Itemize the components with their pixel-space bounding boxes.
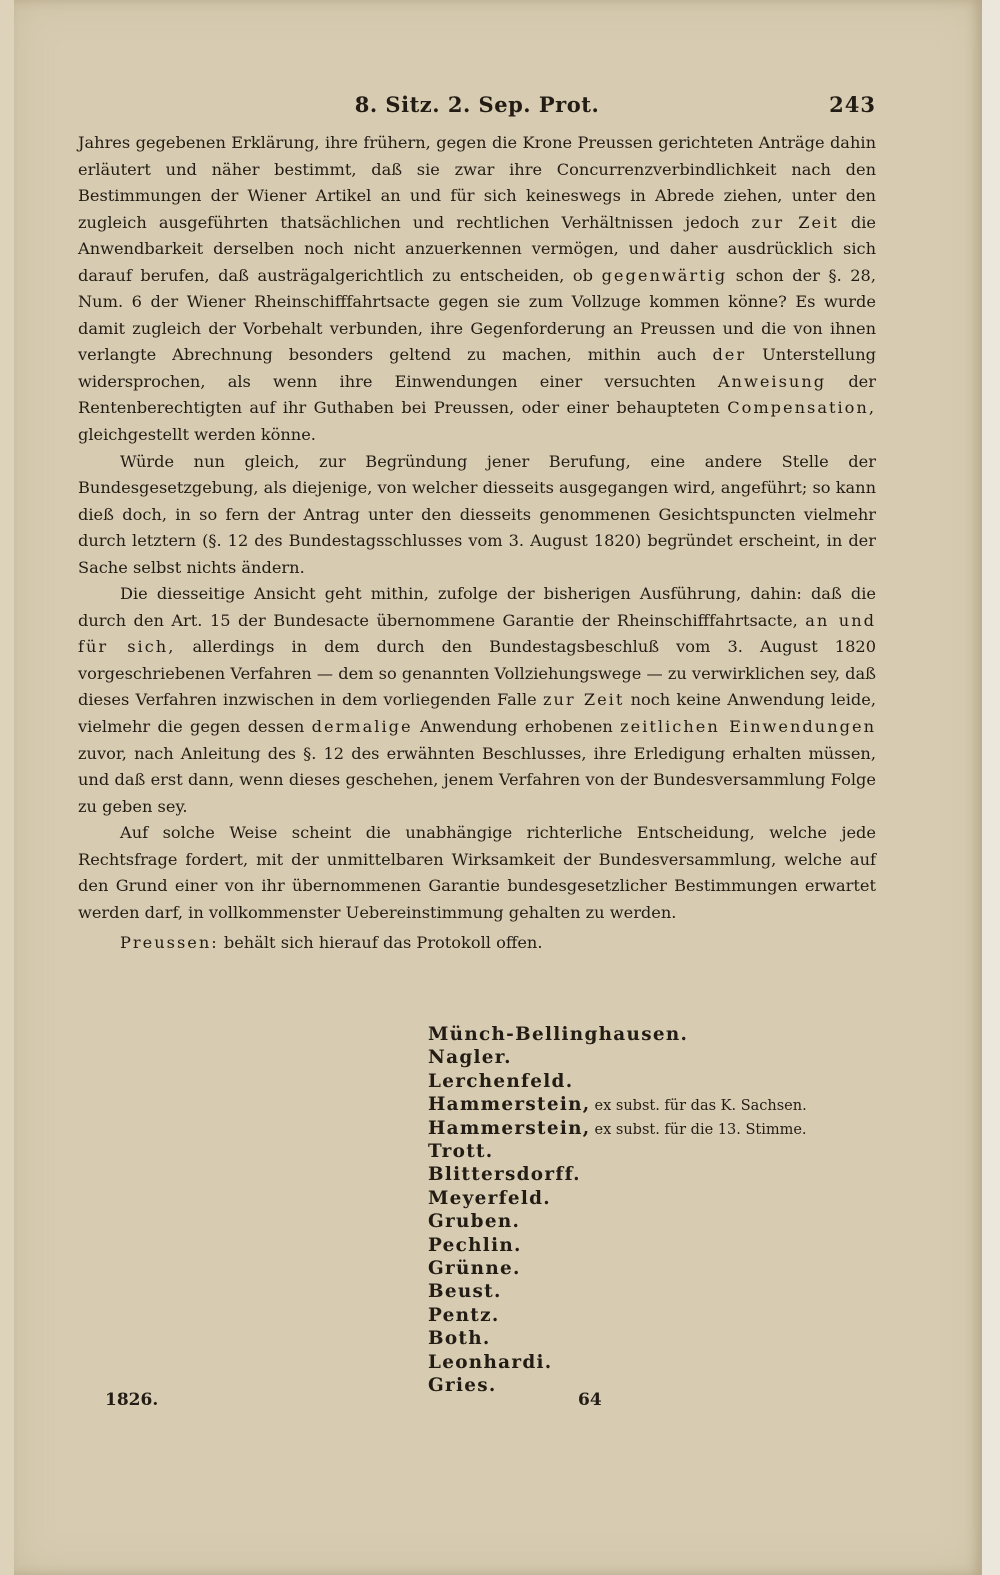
signature-line: [428, 1305, 888, 1328]
signatory-name: Hammerstein,: [428, 1094, 591, 1116]
signature-line: [428, 1071, 888, 1094]
signature-line: [428, 1118, 888, 1141]
text-run: allerdings in dem durch den Bundestagsbeschluß vom 3. August 1820 vorgeschriebenen Verfahren — dem so genannten Vollziehungswege — zu verwirklichen sey, daß dieses Verfahren inzwischen in dem vorliegenden Falle: [78, 637, 876, 710]
footer-year: 1826.: [105, 1390, 159, 1410]
text-run: der Rentenberechtigten auf ihr Guthaben bei Preussen, oder einer behaupteten: [78, 371, 876, 418]
signatory-name: Beust.: [428, 1281, 502, 1303]
signatory-name: Trott.: [428, 1141, 494, 1163]
signatory-name: Blittersdorff.: [428, 1164, 581, 1186]
paragraph-1: [78, 130, 876, 449]
paragraph-5: [78, 930, 876, 957]
text-run: noch keine Anwendung leide, vielmehr die gegen dessen: [78, 690, 876, 737]
signatory-name: Nagler.: [428, 1047, 512, 1069]
signature-line: [428, 1094, 888, 1117]
text-run: die Anwendbarkeit derselben noch nicht anzuerkennen vermögen, und daher ausdrücklich sich darauf berufen, daß austrägalgerichtlich zu entscheiden, ob: [78, 212, 877, 285]
signature-line: [428, 1352, 888, 1375]
signature-line: [428, 1328, 888, 1351]
page-header: [78, 92, 876, 122]
spaced-emphasis: der: [712, 345, 747, 365]
text-run: Unterstellung widersprochen, als wenn ihre Einwendungen einer versuchten: [78, 345, 876, 391]
signatory-name: Pechlin.: [428, 1234, 522, 1256]
running-title: 8. Sitz. 2. Sep. Prot.: [354, 92, 600, 117]
spaced-emphasis: gegenwärtig: [601, 265, 728, 285]
spaced-emphasis: Compensation,: [727, 398, 876, 418]
signature-line: [428, 1141, 888, 1164]
paragraph-2: Würde nun gleich, zur Begründung jener Berufung, eine andere Stelle der Bundesgesetzgebung, als diejenige, von welcher diesseits ausgegangen wird, angeführt; so kann dieß doch, in so fern der Antrag unter den diesseits genommenen Gesichtspuncten vielmehr durch letztern (§. 12 des Bundestagsschlusses vom 3. August 1820) begründet erscheint, in der Sache selbst nichts ändern.: [78, 451, 876, 577]
signature-line: [428, 1211, 888, 1234]
text-run: Anwendung erhobenen: [412, 717, 621, 737]
scan-margin: [982, 0, 1000, 1575]
signatory-name: Meyerfeld.: [428, 1187, 551, 1209]
signature-line: [428, 1235, 888, 1258]
paragraph-4: Auf solche Weise scheint die unabhängige richterliche Entscheidung, welche jede Rechtsfrage fordert, mit der unmittelbaren Wirksamkeit der Bundesversammlung, welche auf den Grund einer von ihr übernommenen Garantie bundesgesetzlicher Bestimmungen erwartet werden darf, in vollkommenster Uebereinstimmung gehalten zu werden.: [78, 823, 876, 922]
page-number: 243: [829, 92, 876, 117]
signatory-name: Lerchenfeld.: [428, 1070, 574, 1092]
signature-line: [428, 1281, 888, 1304]
spaced-emphasis: zeitlichen Einwendungen: [620, 717, 876, 737]
spaced-emphasis: Anweisung: [717, 371, 827, 391]
page-footer: [105, 1390, 665, 1414]
signatory-name: Münch-Bellinghausen.: [428, 1024, 689, 1045]
text-run: gleichgestellt werden könne.: [78, 425, 316, 445]
text-run: Die diesseitige Ansicht geht mithin, zufolge der bisherigen Ausführung, dahin: daß die durch den Art. 15 der Bundesacte übernommene Garantie der Rheinschifffahrtsacte,: [78, 584, 876, 630]
signature-line: [428, 1024, 888, 1047]
paragraph-3: [78, 581, 876, 820]
signatory-name: Gries.: [428, 1375, 497, 1397]
spaced-emphasis: zur Zeit: [542, 690, 625, 710]
spaced-emphasis: an und für sich,: [78, 610, 877, 657]
signatory-name: Both.: [428, 1328, 491, 1350]
text-run: Jahres gegebenen Erklärung, ihre frühern, gegen die Krone Preussen gerichteten Anträge dahin erläutert und näher bestimmt, daß sie zwar ihre Concurrenzverbindlichkeit nach den Bestimmungen der Wiener Artikel an und für sich keineswegs in Abrede ziehen, unter den zugleich ausgeführten thatsächlichen und rechtlichen Verhältnissen jedoch: [78, 133, 876, 232]
signatory-name: Grünne.: [428, 1258, 521, 1280]
spaced-emphasis: zur Zeit: [751, 212, 839, 232]
signatory-name: Leonhardi.: [428, 1351, 553, 1373]
signatory-name: Pentz.: [428, 1304, 500, 1326]
signature-line: [428, 1188, 888, 1211]
signature-line: [428, 1164, 888, 1187]
signatory-name: Hammerstein,: [428, 1117, 591, 1139]
signatory-name: Gruben.: [428, 1211, 521, 1233]
spaced-emphasis: dermalige: [311, 717, 413, 737]
signature-line: [428, 1258, 888, 1281]
state-name: Preussen:: [120, 933, 219, 953]
sheet-signature: 64: [578, 1390, 602, 1410]
text-run: schon der §. 28, Num. 6 der Wiener Rheinschifffahrtsacte gegen sie zum Vollzuge kommen könne? Es wurde damit zugleich der Vorbehalt verbunden, ihre Gegenforderung an Preussen und die von ihnen verlangte Abrechnung besonders geltend zu machen, mithin auch: [78, 265, 877, 365]
signature-line: [428, 1047, 888, 1070]
body-text: [78, 130, 876, 957]
text-run: behält sich hierauf das Protokoll offen.: [218, 933, 543, 953]
signature-list: [428, 1024, 888, 1399]
signatory-note: ex subst. für das K. Sachsen.: [594, 1098, 807, 1115]
signatory-note: ex subst. für die 13. Stimme.: [594, 1121, 807, 1138]
text-run: zuvor, nach Anleitung des §. 12 des erwähnten Beschlusses, ihre Erledigung erhalten müssen, und daß erst dann, wenn dieses geschehen, jenem Verfahren von der Bundesversammlung Folge zu geben sey.: [78, 743, 876, 816]
